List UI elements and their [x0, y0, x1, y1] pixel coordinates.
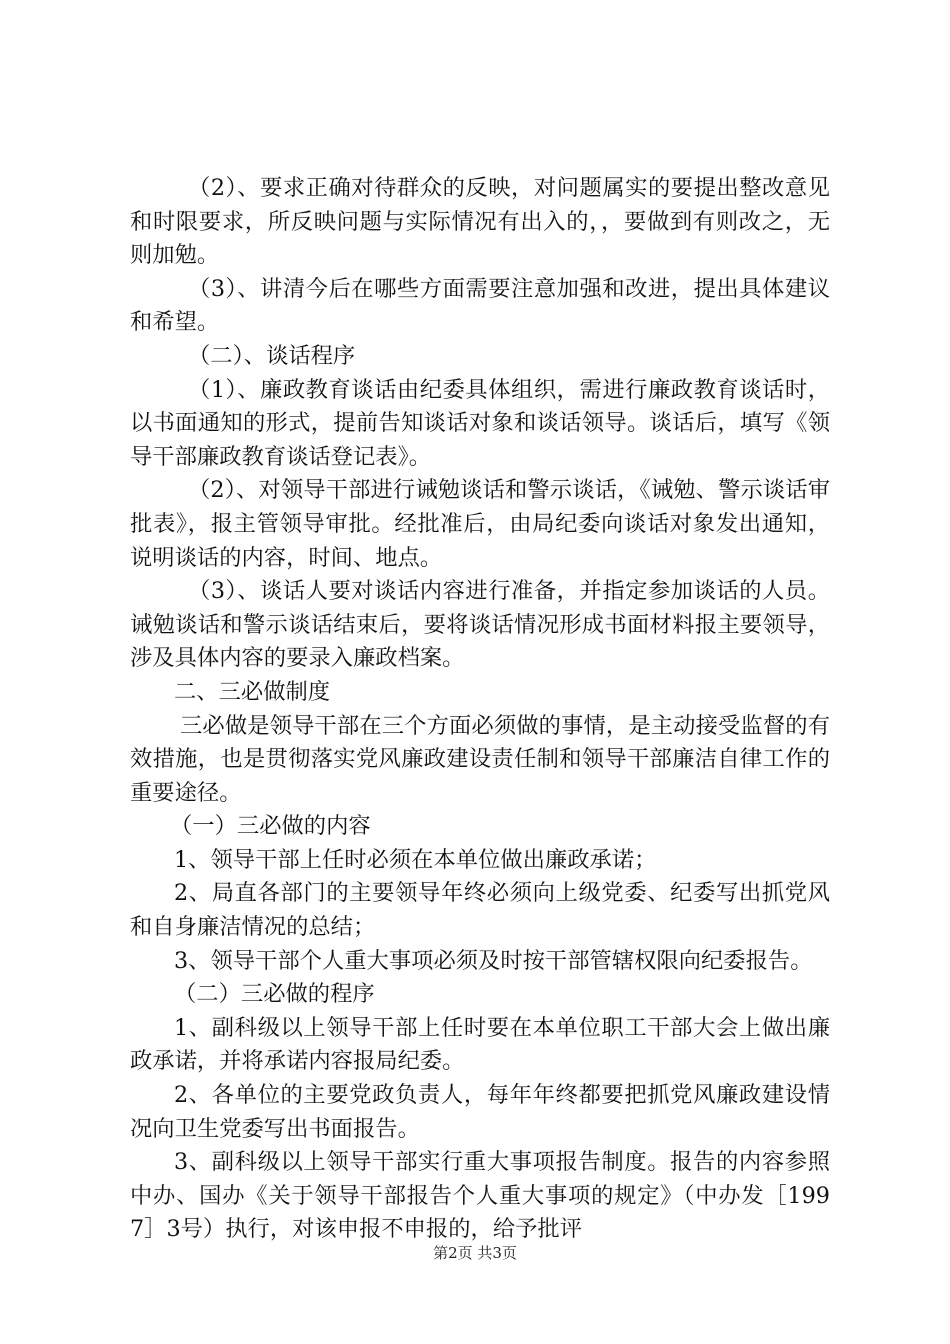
paragraph-three-musts-intro: 三必做是领导干部在三个方面必须做的事情，是主动接受监督的有效措施，也是贯彻落实党风廉政建设责任制和领导干部廉洁自律工作的重要途径。: [130, 712, 830, 806]
page-number-footer: 第2页 共3页: [433, 1244, 517, 1262]
subheading-three-musts-procedure: （二）三必做的程序: [174, 981, 375, 1008]
paragraph-procedure-step-3: 3、副科级以上领导干部实行重大事项报告制度。报告的内容参照中办、国办《关于领导干部报告个人重大事项的规定》（中办发［1997］3号）执行，对该申报不申报的，给予批评: [130, 1149, 830, 1243]
section-heading-three-musts: 二、三必做制度: [174, 678, 331, 705]
paragraph-procedure-3: （3）、谈话人要对谈话内容进行准备，并指定参加谈话的人员。诫勉谈话和警示谈话结束后，要将谈话情况形成书面材料报主要领导，涉及具体内容的要录入廉政档案。: [130, 578, 830, 672]
paragraph-content-3: 3、领导干部个人重大事项必须及时按干部管辖权限向纪委报告。: [174, 947, 813, 974]
subheading-three-musts-content: （一）三必做的内容: [170, 813, 371, 840]
document-body: [130, 172, 830, 1247]
paragraph-procedure-step-2: 2、各单位的主要党政负责人，每年年终都要把抓党风廉政建设情况向卫生党委写出书面报告。: [130, 1082, 830, 1142]
paragraph-item-2-requirement: （2）、要求正确对待群众的反映，对问题属实的要提出整改意见和时限要求，所反映问题与实际情况有出入的，，要做到有则改之，无则加勉。: [130, 175, 830, 269]
paragraph-procedure-2: （2）、对领导干部进行诫勉谈话和警示谈话，《诫勉、警示谈话审批表》，报主管领导审批。经批准后，由局纪委向谈话对象发出通知，说明谈话的内容，时间、地点。: [130, 477, 830, 571]
paragraph-item-3-suggestion: （3）、讲清今后在哪些方面需要注意加强和改进，提出具体建议和希望。: [130, 275, 830, 336]
paragraph-content-1: 1、领导干部上任时必须在本单位做出廉政承诺；: [174, 846, 657, 873]
paragraph-procedure-step-1: 1、副科级以上领导干部上任时要在本单位职工干部大会上做出廉政承诺，并将承诺内容报局纪委。: [130, 1014, 830, 1075]
paragraph-procedure-1: （1）、廉政教育谈话由纪委具体组织，需进行廉政教育谈话时，以书面通知的形式，提前告知谈话对象和谈话领导。谈话后，填写《领导干部廉政教育谈话登记表》。: [130, 376, 830, 470]
section-heading-talk-procedure: （二）、谈话程序: [188, 342, 356, 369]
paragraph-content-2: 2、局直各部门的主要领导年终必须向上级党委、纪委写出抓党风和自身廉洁情况的总结；: [130, 880, 830, 941]
